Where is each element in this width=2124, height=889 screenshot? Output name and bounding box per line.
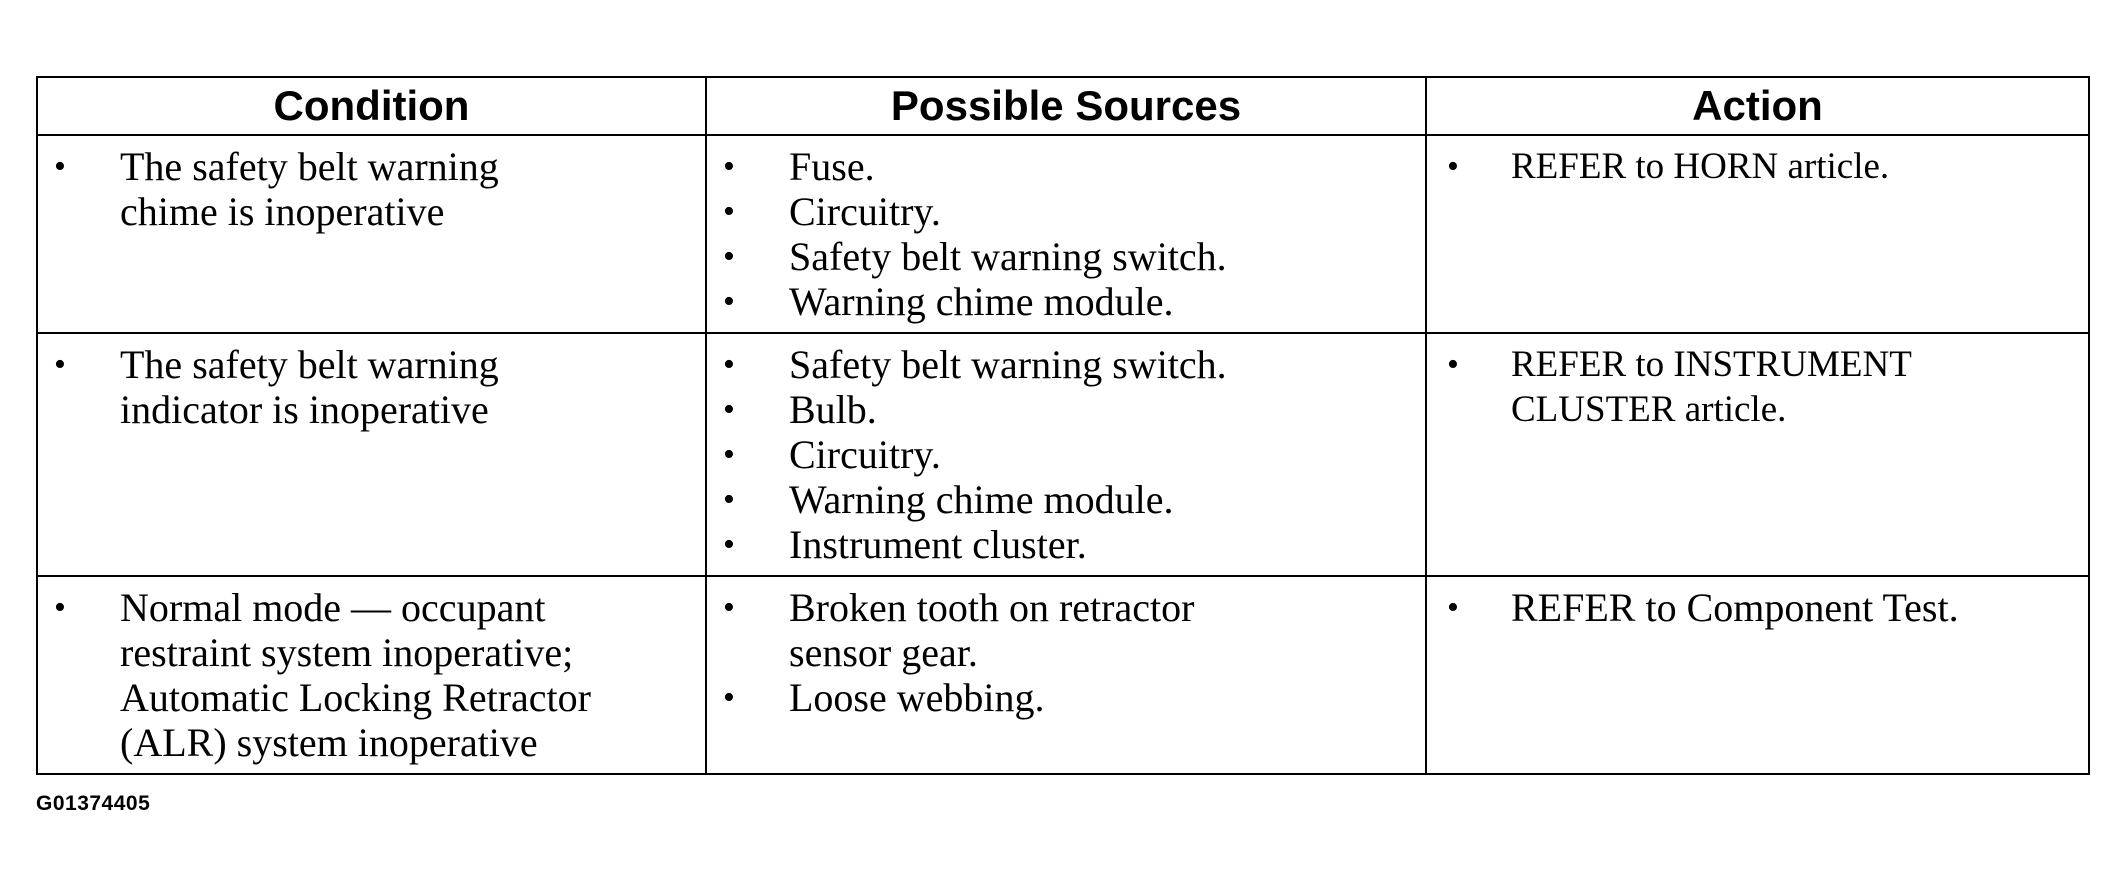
list-item [707,144,1425,189]
list-item [707,234,1425,279]
bullet-icon: • [723,238,735,275]
bullet-icon: • [723,193,735,230]
bullet-icon: • [723,391,735,428]
sources-cell [706,135,1426,333]
bullet-icon: • [723,148,735,185]
header-action: Action [1426,77,2089,135]
action-text: REFER to INSTRUMENT CLUSTER article. [1511,344,1912,430]
list-item [707,585,1275,675]
condition-text: Normal mode — occupant restraint system inoperative; Automatic Locking Retractor (ALR) system inoperative [120,585,591,765]
condition-cell [37,135,706,333]
bullet-icon: • [54,148,66,185]
diagnosis-table [36,76,2090,775]
list-item [38,342,555,432]
bullet-icon: • [1447,589,1459,626]
list-item [707,387,1425,432]
list-item [1427,585,2088,630]
list-item [38,144,555,234]
header-row [37,77,2089,135]
bullet-icon: • [723,436,735,473]
source-text: Fuse. [789,144,875,189]
sources-cell [706,333,1426,576]
list-item [707,279,1425,324]
bullet-icon: • [723,346,735,383]
bullet-icon: • [54,346,66,383]
source-text: Instrument cluster. [789,522,1087,567]
list-item [707,342,1425,387]
action-cell [1426,576,2089,774]
list-item [707,189,1425,234]
source-text: Warning chime module. [789,477,1174,522]
table-row [37,135,2089,333]
condition-cell [37,333,706,576]
list-item [1427,144,2088,189]
list-item [707,477,1425,522]
action-cell [1426,135,2089,333]
bullet-icon: • [1447,148,1459,185]
list-item [1427,342,1998,432]
action-cell [1426,333,2089,576]
list-item [707,522,1425,567]
bullet-icon: • [723,481,735,518]
bullet-icon: • [1447,346,1459,383]
source-text: Circuitry. [789,189,941,234]
condition-text: The safety belt warning chime is inoperative [120,144,499,234]
list-item [707,432,1425,477]
action-text: REFER to Component Test. [1511,585,1959,630]
condition-cell [37,576,706,774]
bullet-icon: • [723,589,735,626]
bullet-icon: • [723,679,735,716]
bullet-icon: • [723,526,735,563]
list-item [707,675,1275,720]
source-text: Loose webbing. [789,675,1045,720]
table-row [37,333,2089,576]
bullet-icon: • [54,589,66,626]
sources-cell [706,576,1426,774]
header-possible-sources: Possible Sources [706,77,1426,135]
source-text: Safety belt warning switch. [789,234,1227,279]
figure-id: G01374405 [36,792,151,815]
bullet-icon: • [723,283,735,320]
table-row [37,576,2089,774]
condition-text: The safety belt warning indicator is inoperative [120,342,499,432]
source-text: Safety belt warning switch. [789,342,1227,387]
source-text: Broken tooth on retractor sensor gear. [789,585,1195,675]
source-text: Warning chime module. [789,279,1174,324]
header-condition: Condition [37,77,706,135]
action-text: REFER to HORN article. [1511,146,1890,187]
source-text: Bulb. [789,387,877,432]
source-text: Circuitry. [789,432,941,477]
list-item [38,585,675,765]
